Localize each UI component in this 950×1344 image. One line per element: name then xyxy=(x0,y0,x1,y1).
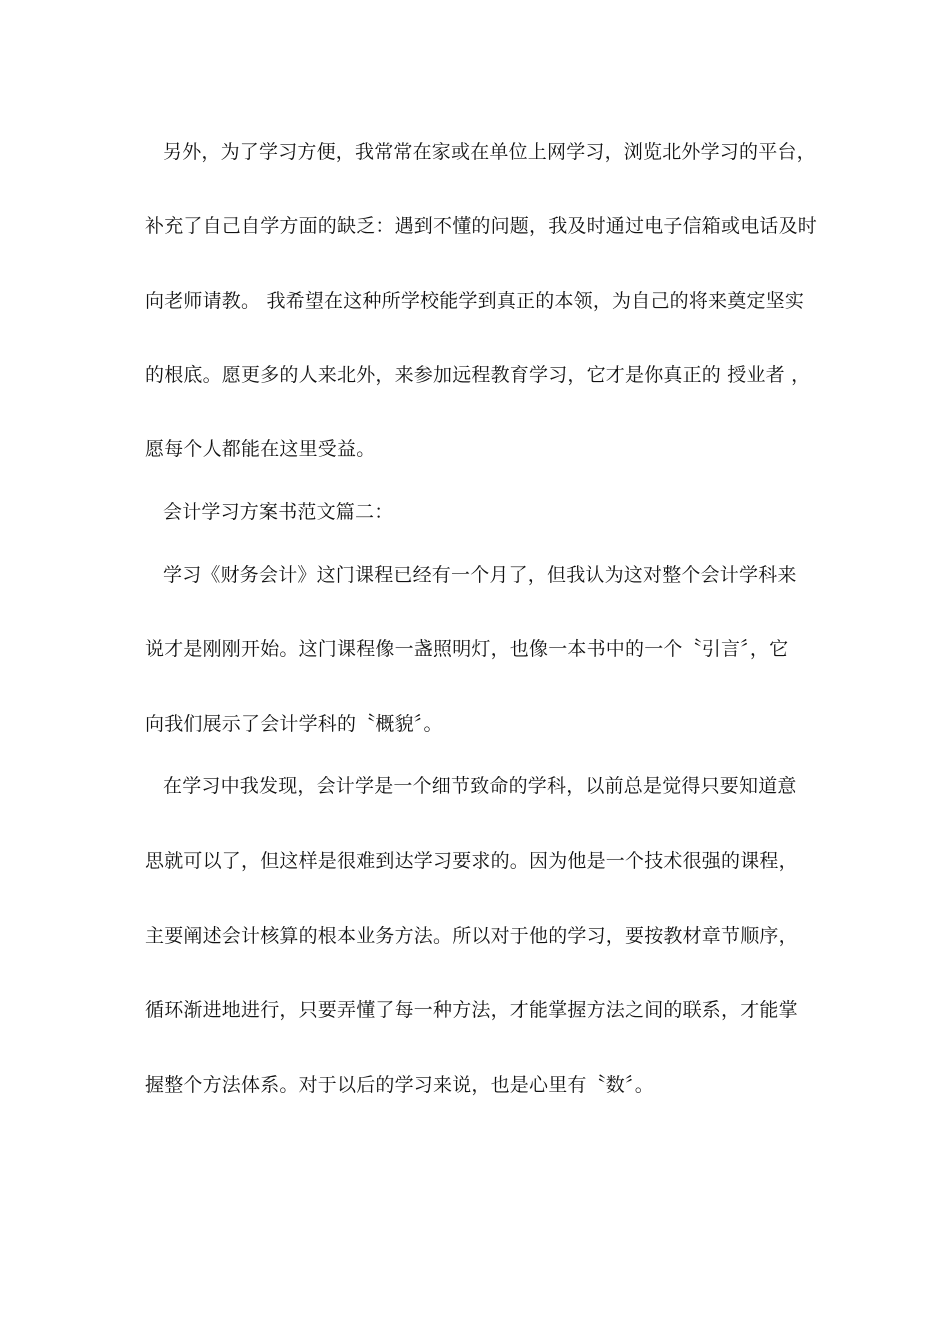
paragraph-line: 握整个方法体系。对于以后的学习来说，也是心里有〝数〞。 xyxy=(145,1074,654,1096)
paragraph-line: 主要阐述会计核算的根本业务方法。所以对于他的学习，要按教材章节顺序， xyxy=(145,925,798,947)
paragraph-line: 的根底。愿更多的人来北外，来参加远程教育学习，它才是你真正的 授业者 ， xyxy=(145,364,811,386)
paragraph-line: 学习《财务会计》这门课程已经有一个月了，但我认为这对整个会计学科来 xyxy=(163,564,797,586)
paragraph-line: 另外，为了学习方便，我常常在家或在单位上网学习，浏览北外学习的平台， xyxy=(163,141,816,163)
paragraph-line: 补充了自己自学方面的缺乏：遇到不懂的问题，我及时通过电子信箱或电话及时 xyxy=(145,215,818,237)
paragraph-line: 向我们展示了会计学科的〝概貌〞。 xyxy=(145,713,443,735)
paragraph-line: 在学习中我发现，会计学是一个细节致命的学科，以前总是觉得只要知道意 xyxy=(163,775,797,797)
section-heading: 会计学习方案书范文篇二： xyxy=(163,501,394,523)
paragraph-line: 说才是刚刚开始。这门课程像一盏照明灯，也像一本书中的一个〝引言〞，它 xyxy=(145,638,789,660)
paragraph-line: 思就可以了，但这样是很难到达学习要求的。因为他是一个技术很强的课程， xyxy=(145,850,798,872)
paragraph-line: 循环渐进地进行，只要弄懂了每一种方法，才能掌握方法之间的联系，才能掌 xyxy=(145,999,798,1021)
paragraph-line: 愿每个人都能在这里受益。 xyxy=(145,438,376,460)
paragraph-line: 向老师请教。 我希望在这种所学校能学到真正的本领，为自己的将来奠定坚实 xyxy=(145,290,805,312)
